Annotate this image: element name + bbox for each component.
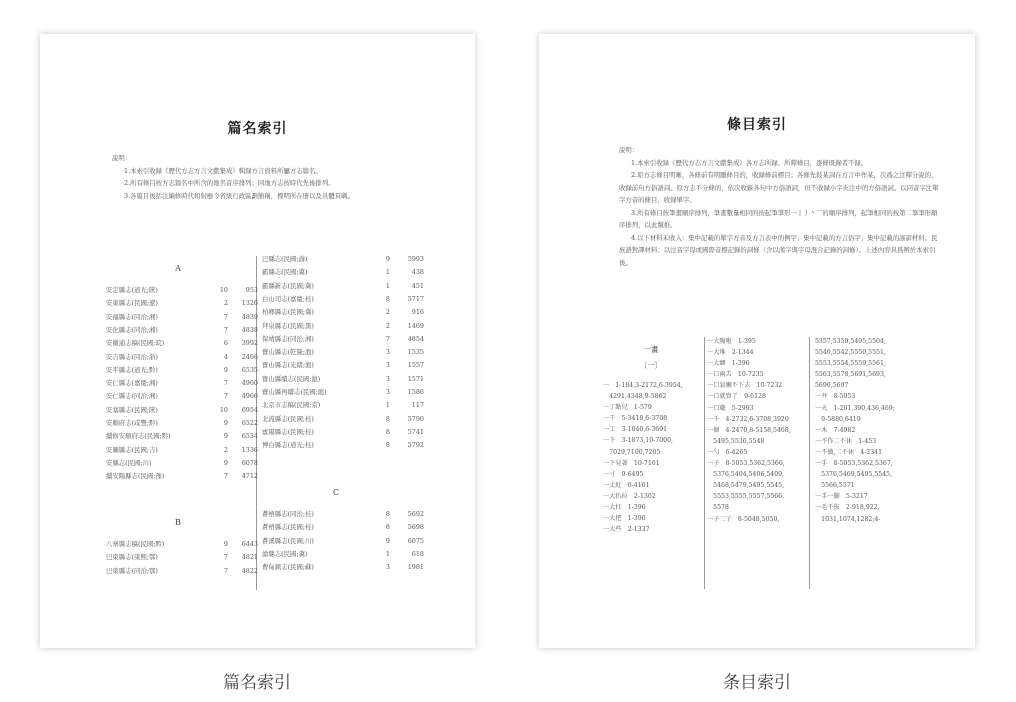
entry-volume: 7 <box>223 379 228 388</box>
entry-volume: 1 <box>385 401 390 410</box>
entry-line: 一口瓏 5-2993 <box>707 404 754 412</box>
entry-line: 一干 5-3418,6-3708 <box>603 415 668 423</box>
note-heading: 説明： <box>619 146 639 154</box>
entry-line: 1031,1074,1282;4- <box>815 515 881 523</box>
entry-column-1 <box>603 380 683 535</box>
entry-line: 一丁點兒 1-579 <box>603 404 652 412</box>
entry-title: 博白縣志(道光;桂) <box>262 441 314 450</box>
entry-line: 一口氣嘸不下去 10-7232 <box>707 382 783 390</box>
index-entry <box>106 538 258 551</box>
entry-page: 5692 <box>407 510 424 518</box>
entry-line: 一不作二不休 1-453 <box>815 437 877 445</box>
entry-volume: 1 <box>385 549 390 558</box>
entry-volume: 8 <box>385 294 390 303</box>
entry-title: 寶山縣續志(民國;滬) <box>262 374 321 383</box>
entry-line: 5563,5578,5691,5693, <box>815 371 886 379</box>
entry-volume: 3 <box>385 374 390 383</box>
entry-title: 賓陽縣志(民國;桂) <box>262 427 314 436</box>
entry-line: 4291,4348,9-5862 <box>603 393 667 401</box>
index-entry <box>262 306 424 319</box>
entry-volume: 7 <box>223 566 228 575</box>
entry-title: 安塞縣志(民國;陝) <box>106 405 158 414</box>
entry-volume: 10 <box>219 286 228 294</box>
entry-volume: 8 <box>385 510 390 518</box>
index-entry <box>262 293 424 306</box>
page-title: 條目索引 <box>727 117 787 133</box>
entry-volume: 7 <box>223 325 228 334</box>
index-entry <box>106 364 258 377</box>
entry-page: 6443 <box>241 540 258 548</box>
entry-page: 1557 <box>407 361 424 370</box>
entry-line: 一大些 2-1337 <box>603 526 650 534</box>
note-3: 3.所有條目按筆畫順序排列，筆畫數量相同的按起筆筆形一丨丿丶乛的順序排列，起筆相同的按第二筆筆形順序排列，以此類推。 <box>619 208 938 229</box>
note-3: 3.各篇目後括注編修時代和射應今省級行政區劃簡稱，標明所在册以及具體頁碼。 <box>124 191 354 200</box>
entry-title: 續安陽縣志(民國;豫) <box>106 472 165 481</box>
index-entry <box>262 439 424 452</box>
entry-volume: 3 <box>385 361 390 370</box>
entry-title: 安順府志(咸豐;黔) <box>106 419 158 427</box>
entry-page: 916 <box>411 308 424 317</box>
entry-page: 5790 <box>407 414 424 423</box>
entry-line: 一毛不拔 2-918,922, <box>815 504 880 512</box>
entry-line: 9-5880,6419 <box>815 415 861 423</box>
entry-volume: 8 <box>385 441 390 450</box>
index-entry <box>262 346 424 359</box>
entry-volume: 4 <box>223 352 228 361</box>
note-1: 1.本索引收録《歷代方志方言文獻集成》輯録方言資料所屬方志篇名。 <box>124 166 322 175</box>
entry-line: 一寸 9-6495 <box>603 470 644 478</box>
entry-page: 6078 <box>241 458 258 467</box>
index-entry <box>262 359 424 372</box>
index-entry <box>262 535 424 548</box>
entry-volume: 9 <box>223 419 228 427</box>
entry-page: 1981 <box>407 563 424 572</box>
entry-volume: 2 <box>223 445 228 454</box>
entry-volume: 2 <box>385 321 390 330</box>
entry-line: 一井 8-5053 <box>815 393 856 401</box>
entry-line: 5553,5554,5559,5561, <box>815 360 886 368</box>
entry-title: 滄縣志(民國;冀) <box>262 549 308 558</box>
entry-page: 5993 <box>407 255 424 263</box>
entry-line: 5553,5555,5557,5566, <box>707 493 785 501</box>
entry-title: 安化縣志(同治;湘) <box>106 325 158 334</box>
index-entry <box>262 413 424 426</box>
entry-line: 5540,5542,5550,5551, <box>815 349 886 357</box>
entry-volume: 7 <box>223 472 228 481</box>
entry-title: 北京市志稿(民國;京) <box>262 401 321 410</box>
entry-line: 一下見著 10-7101 <box>603 459 660 467</box>
entry-title: 安徽通志稿(民國;皖) <box>106 339 165 348</box>
entry-page: 6535 <box>241 365 258 374</box>
entry-line: 一大把 1-396 <box>603 515 646 523</box>
entry-title: 北流縣志(民國;桂) <box>262 414 314 423</box>
entry-title: 安定縣志(道光;陝) <box>106 286 158 294</box>
entry-title: 寶山縣志(乾隆;滬) <box>262 348 314 357</box>
entry-page: 618 <box>411 549 424 558</box>
explanation-notes <box>112 152 442 202</box>
entry-title: 巴縣志(民國;渝) <box>262 255 308 263</box>
entry-title: 安縣志(民國;川) <box>106 458 152 467</box>
index-entry <box>106 565 258 578</box>
entry-line: 7029,7100,7205 <box>603 448 661 456</box>
entry-line: 一大陶啦 1-395 <box>707 338 756 345</box>
index-entry <box>106 551 258 564</box>
entry-title: 續修安順府志(民國;黔) <box>106 432 171 441</box>
entry-page: 4838 <box>241 325 258 334</box>
entry-title: 安平縣志(道光;黔) <box>106 365 158 374</box>
index-entry <box>262 508 424 521</box>
entry-title: 蒼梧縣志(民國;桂) <box>262 523 314 532</box>
entry-line: 5578 <box>707 504 729 512</box>
entry-volume: 7 <box>223 392 228 401</box>
entry-title: 拜泉縣志(民國;黑) <box>262 321 314 330</box>
entry-title: 蒼溪縣志(民國;川) <box>262 536 314 545</box>
entry-page: 953 <box>245 286 258 294</box>
entry-volume: 7 <box>223 553 228 562</box>
index-entry <box>262 386 424 399</box>
column-divider-1 <box>704 337 705 589</box>
entry-volume: 7 <box>223 312 228 321</box>
entry-line: 一手 8-5053,5362,5367, <box>815 460 893 468</box>
entry-line: 一丈紅 6-4161 <box>603 481 650 489</box>
entry-line: 5468,5479,5495,5545, <box>707 482 785 490</box>
entry-title: 霸縣志(民國;冀) <box>262 268 308 277</box>
index-entry <box>262 253 424 266</box>
entry-line: 5376,5404,5406,5409, <box>707 471 785 479</box>
entry-page: 5792 <box>407 441 424 450</box>
index-entry <box>106 351 258 364</box>
entry-volume: 3 <box>385 348 390 357</box>
entry-volume: 9 <box>385 536 390 545</box>
entry-title: 安東縣志(民國;遼) <box>106 299 158 308</box>
entry-page: 438 <box>411 268 424 277</box>
entry-page: 2466 <box>241 352 258 361</box>
entry-page: 1326 <box>241 299 258 308</box>
entry-page: 5741 <box>407 427 424 436</box>
note-2: 2.原方志條目明晰，各條前有明顯條目的，收録條前標目；各條先敍某詞在方言中作某，次爲之注釋分說的，收録前句方俗語詞。原方志不分條的，依次收錄各句中方俗語詞，但不收録小字夾注中的方俗語詞。以同音字注單字方音的條目，收録單字。 <box>619 171 939 204</box>
entry-page: 1336 <box>241 445 258 454</box>
index-entry <box>106 430 258 443</box>
entry-page: 4821 <box>241 553 258 562</box>
entry-page: 1571 <box>407 374 424 383</box>
index-entry <box>106 324 258 337</box>
column-divider-2 <box>809 337 810 589</box>
entry-page: 6075 <box>407 536 424 545</box>
entry-line: 一大扒拉 2-1302 <box>603 492 656 500</box>
section-letter-b: B <box>175 518 181 527</box>
page-preview-entry-index[interactable] <box>539 34 975 648</box>
entry-page: 6522 <box>241 419 258 427</box>
entry-volume: 9 <box>223 365 228 374</box>
entry-line: 一勺 6-4265 <box>707 448 748 456</box>
index-entry <box>262 426 424 439</box>
caption-name-index: 篇名索引 <box>223 673 291 693</box>
entry-line: 一不做,二不休 4-2341 <box>815 448 883 456</box>
section-letter-c: C <box>332 488 340 497</box>
entry-line: 5357,5359,5405,5504, <box>815 338 886 345</box>
entry-title: 八寨縣志稿(民國;黔) <box>106 540 165 548</box>
entry-volume: 1 <box>385 281 390 290</box>
entry-volume: 9 <box>223 458 228 467</box>
entry-volume: 6 <box>223 339 228 348</box>
explanation-notes <box>619 144 943 269</box>
entry-page: 4839 <box>241 312 258 321</box>
entry-title: 白山司志(嘉慶;桂) <box>262 294 314 303</box>
entry-volume: 8 <box>385 523 390 532</box>
entry-line: 一工 3-1840,6-3691 <box>603 426 668 434</box>
entry-line: 一天 1-201,390,436,469; <box>815 404 895 412</box>
index-entry <box>106 417 258 430</box>
entry-title: 安圖縣志(民國;吉) <box>106 445 158 454</box>
index-entry <box>106 470 258 483</box>
entry-volume: 7 <box>385 334 390 343</box>
entry-title: 曹甸鎮志(民國;蘇) <box>262 563 314 572</box>
entry-page: 1586 <box>407 388 424 396</box>
entry-page: 4712 <box>241 472 258 481</box>
index-entry <box>262 333 424 346</box>
entry-volume: 10 <box>219 405 228 414</box>
stroke-heading: 一畫 <box>643 345 659 354</box>
entry-title: 安仁縣志(同治;湘) <box>106 392 158 401</box>
index-entry <box>262 373 424 386</box>
entry-page: 1469 <box>407 321 424 330</box>
index-entry <box>106 297 258 310</box>
entry-line: 一大綑 1-396 <box>707 360 750 368</box>
entry-line: 一口兩舌 10-7235 <box>707 371 764 379</box>
entry-title: 安福縣志(同治;湘) <box>106 312 158 321</box>
entry-volume: 1 <box>385 268 390 277</box>
entry-line: 一大扛 1-396 <box>603 504 646 512</box>
note-heading: 説明： <box>112 154 132 162</box>
index-entry <box>262 399 424 412</box>
page-title: 篇名索引 <box>227 121 288 137</box>
entry-line: 一 1-184,3-2172,6-3954, <box>603 382 683 389</box>
entry-page: 3992 <box>241 339 258 348</box>
entry-title: 巴東縣志(康熙;鄂) <box>106 553 158 562</box>
entry-page: 4854 <box>407 334 424 343</box>
index-entry <box>262 521 424 534</box>
entry-title: 巴東縣志(同治;鄂) <box>106 566 158 575</box>
entry-page: 5717 <box>407 294 424 303</box>
index-entry <box>106 377 258 390</box>
index-entry <box>106 337 258 350</box>
entry-page: 5698 <box>407 523 424 532</box>
index-entry <box>106 390 258 403</box>
entry-volume: 2 <box>223 299 228 308</box>
entry-volume: 9 <box>223 432 228 441</box>
entry-volume: 9 <box>223 540 228 548</box>
entry-line: 一子二子 8-5048,5050, <box>707 515 780 523</box>
note-2: 2.所有條目按方志篇名中所含的地名音序排列；同地方志按時代先後排列。 <box>124 179 335 187</box>
entry-title: 保靖縣志(同治;湘) <box>262 334 314 343</box>
index-entry <box>262 548 424 561</box>
index-entry <box>262 280 424 293</box>
index-entry <box>262 266 424 279</box>
index-entry <box>106 311 258 324</box>
index-entry <box>262 561 424 574</box>
entry-page: 1535 <box>407 348 424 357</box>
entry-column-2 <box>707 336 791 525</box>
entry-title: 寶山縣志(光緒;滬) <box>262 361 314 370</box>
entry-page: 4822 <box>241 566 258 575</box>
entry-page: 4960 <box>241 379 258 388</box>
section-letter-a: A <box>175 264 181 273</box>
entry-line: 5566,5571 <box>815 482 855 490</box>
entry-line: 一口就賣了 9-6128 <box>707 393 766 401</box>
entry-page: 117 <box>411 401 424 410</box>
note-4: 4.以下材料未收入：集中記載的單字方音及方言表中的例字；集中記載的方言俗字；集中記載的謠諺材料；民族語對譯材料；以注音字母或國際音標記錄的詞條（含以漢字與字母混合記錄的詞條）。上述內容具爲辨於本索引後。 <box>619 233 938 267</box>
entry-volume: 8 <box>385 427 390 436</box>
stroke-subheading: 〔一〕 <box>639 361 663 370</box>
entry-line: 一大堆 2-1344 <box>707 349 754 357</box>
index-entry <box>262 320 424 333</box>
entry-volume: 2 <box>385 308 390 317</box>
entry-title: 寶山縣再續志(民國;滬) <box>262 388 327 396</box>
entry-line: 5696,5697 <box>815 382 849 390</box>
caption-entry-index: 条目索引 <box>723 673 791 693</box>
index-entry <box>106 444 258 457</box>
entry-line: 一千 4-2732,6-3708,3920 <box>707 415 789 423</box>
entry-page: 6954 <box>241 405 258 414</box>
index-entry <box>106 404 258 417</box>
entry-title: 蒼梧縣志(同治;桂) <box>262 510 314 518</box>
entry-title: 柏鄉縣志(民國;冀) <box>262 308 314 317</box>
entry-line: 一手一脚 5-3217 <box>815 493 868 501</box>
entry-title: 安仁縣志(嘉慶;湘) <box>106 379 158 388</box>
entry-title: 霸縣新志(民國;冀) <box>262 281 314 290</box>
entry-volume: 3 <box>385 388 390 396</box>
entry-page: 451 <box>411 281 424 290</box>
entry-volume: 9 <box>385 255 390 263</box>
index-entry <box>106 457 258 470</box>
entry-volume: 3 <box>385 563 390 572</box>
entry-line: 一個 4-2470,8-5158,5468, <box>707 426 791 434</box>
index-entry <box>106 284 258 297</box>
note-1: 1.本索引收録《歷代方志方言文獻集成》各方志所録、所釋條目，逐條既錄者不録。 <box>631 158 868 167</box>
entry-title: 安吉縣志(同治;浙) <box>106 352 158 361</box>
entry-column-3 <box>815 336 895 525</box>
entry-line: 5376,5469,5495,5545, <box>815 471 893 479</box>
entry-line: 一下 3-1873,10-7000, <box>603 437 673 445</box>
entry-line: 5495,5536,5548 <box>707 437 765 445</box>
page-preview-name-index[interactable] <box>40 34 475 648</box>
entry-page: 6534 <box>241 432 258 441</box>
entry-volume: 8 <box>385 414 390 423</box>
entry-page: 4966 <box>241 392 258 401</box>
entry-line: 一子 8-5053,5362,5366, <box>707 460 785 468</box>
entry-line: 一木 7-4982 <box>815 426 856 434</box>
